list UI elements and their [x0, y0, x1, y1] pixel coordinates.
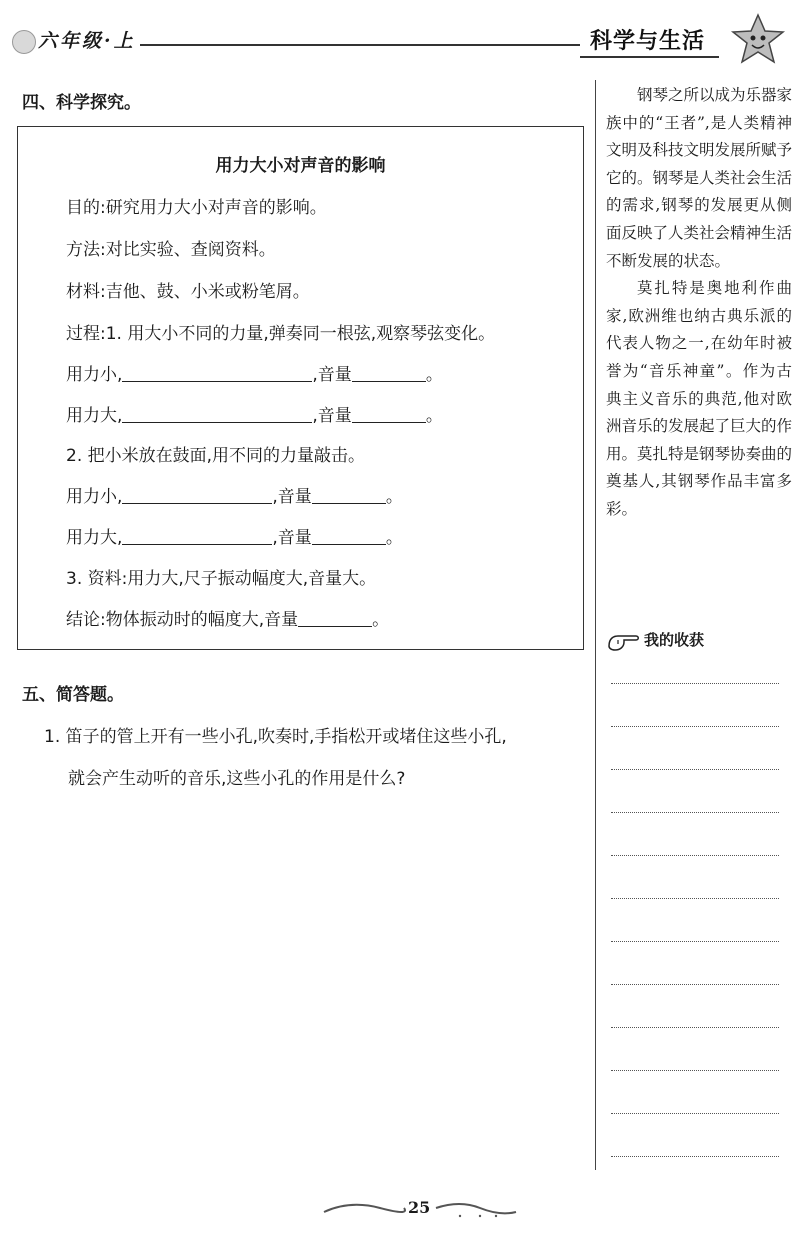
- fill-row: [66, 605, 389, 630]
- force-big-label: 用力大,: [66, 406, 123, 426]
- header-grade: [12, 22, 152, 52]
- note-line[interactable]: [611, 855, 779, 856]
- sidebar-para-piano: 钢琴之所以成为乐器家族中的“王者”,是人类精神文明及科技文明发展所赋予它的。钢琴是人类社会生活的需求,钢琴的发展更从侧面反映了人类社会精神生活不断发展的状态。: [606, 86, 793, 270]
- force-small-label: 用力小,: [66, 365, 123, 385]
- note-line[interactable]: [611, 1027, 779, 1028]
- note-line[interactable]: [611, 1156, 779, 1157]
- grade-label: 六年级·上: [38, 30, 136, 52]
- note-line[interactable]: [611, 941, 779, 942]
- process1-text: 过程:1. 用大小不同的力量,弹奏同一根弦,观察琴弦变化。: [66, 324, 496, 344]
- note-line[interactable]: [611, 726, 779, 727]
- question-1-line-2: 就会产生动听的音乐,这些小孔的作用是什么?: [68, 769, 406, 789]
- period: 。: [425, 406, 443, 426]
- note-line[interactable]: [611, 812, 779, 813]
- section-title-inquiry: 四、科学探究。: [22, 93, 141, 113]
- question-1-line-1: 1. 笛子的管上开有一些小孔,吹奏时,手指松开或堵住这些小孔,: [44, 727, 507, 747]
- bubble-decoration: [12, 30, 36, 54]
- sidebar-divider: [595, 80, 596, 1170]
- answer-blank[interactable]: [122, 526, 272, 545]
- experiment-box: [17, 126, 584, 650]
- period: 。: [425, 365, 443, 385]
- sidebar-reading: [606, 82, 792, 524]
- fill-row: [66, 523, 403, 548]
- volume-label: ,音量: [312, 365, 352, 385]
- header-rule: [140, 44, 580, 46]
- pointing-hand-icon: [606, 626, 642, 652]
- materials-text: 材料:吉他、鼓、小米或粉笔屑。: [66, 282, 310, 302]
- answer-blank[interactable]: [312, 485, 386, 504]
- process3-text: 3. 资料:用力大,尺子振动幅度大,音量大。: [66, 569, 377, 589]
- answer-blank[interactable]: [312, 526, 386, 545]
- fill-row: [66, 360, 443, 385]
- star-mascot-icon: [728, 12, 788, 68]
- process2-text: 2. 把小米放在鼓面,用不同的力量敲击。: [66, 446, 366, 466]
- answer-blank[interactable]: [122, 485, 272, 504]
- answer-blank[interactable]: [352, 363, 426, 382]
- period: 。: [372, 610, 390, 630]
- experiment-title: 用力大小对声音的影响: [215, 156, 386, 176]
- note-line[interactable]: [611, 769, 779, 770]
- note-line[interactable]: [611, 984, 779, 985]
- section-title-short-answer: 五、简答题。: [22, 685, 124, 705]
- conclusion-label: 结论:物体振动时的幅度大,音量: [66, 610, 299, 630]
- page-footer: [320, 1196, 520, 1222]
- page-number: 25: [408, 1198, 431, 1217]
- answer-blank[interactable]: [352, 404, 426, 423]
- method-text: 方法:对比实验、查阅资料。: [66, 240, 276, 260]
- my-harvest-label: 我的收获: [644, 631, 705, 649]
- sidebar-para-mozart: 莫扎特是奥地利作曲家,欧洲维也纳古典乐派的代表人物之一,在幼年时被誉为“音乐神童”。作为古典主义音乐的典范,他对欧洲音乐的发展起了巨大的作用。莫扎特是钢琴协奏曲的奠基人,其钢琴作品丰富多彩。: [606, 279, 793, 518]
- period: 。: [385, 528, 403, 548]
- volume-label: ,音量: [272, 528, 312, 548]
- purpose-text: 目的:研究用力大小对声音的影响。: [66, 198, 327, 218]
- note-line[interactable]: [611, 898, 779, 899]
- answer-blank[interactable]: [122, 404, 312, 423]
- period: 。: [385, 487, 403, 507]
- volume-label: ,音量: [272, 487, 312, 507]
- note-line[interactable]: [611, 1113, 779, 1114]
- answer-blank[interactable]: [122, 363, 312, 382]
- force-big-label: 用力大,: [66, 528, 123, 548]
- force-small-label: 用力小,: [66, 487, 123, 507]
- book-title: 科学与生活: [580, 24, 719, 58]
- note-line[interactable]: [611, 683, 779, 684]
- fill-row: [66, 401, 443, 426]
- my-harvest-heading: [606, 626, 705, 652]
- answer-blank[interactable]: [298, 608, 372, 627]
- note-line[interactable]: [611, 1070, 779, 1071]
- fill-row: [66, 482, 403, 507]
- volume-label: ,音量: [312, 406, 352, 426]
